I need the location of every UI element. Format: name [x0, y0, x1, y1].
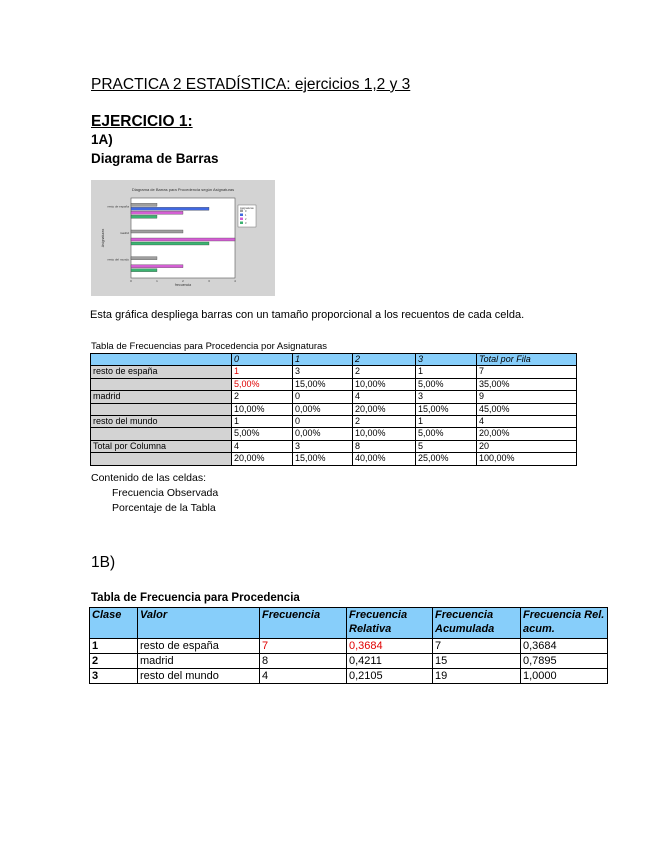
- bar-resto-del-mundo-series-3: [131, 269, 157, 272]
- table-row: [91, 403, 577, 415]
- document-title: PRACTICA 2 ESTADÍSTICA: ejercicios 1,2 y 3: [91, 76, 411, 93]
- table-cell: 19: [433, 669, 521, 684]
- table-cell: 40,00%: [353, 453, 416, 465]
- table-cell: 3: [293, 366, 353, 378]
- table-cell: 0: [293, 391, 353, 403]
- chart-title: Diagrama de Barras para Procedencia según Asignaturas: [131, 187, 235, 192]
- table-cell: 5,00%: [232, 378, 293, 390]
- header-cell: Clase: [90, 608, 138, 639]
- table-cell: 7: [433, 639, 521, 654]
- table-cell: 7: [477, 366, 577, 378]
- chart-description: Esta gráfica despliega barras con un tamaño proporcional a los recuentos de cada celda.: [90, 309, 525, 321]
- table-cell: 20,00%: [232, 453, 293, 465]
- table-cell: 1: [90, 639, 138, 654]
- table-cell: 0,7895: [521, 654, 608, 669]
- table-row: [90, 669, 608, 684]
- chart-subtitle: Diagrama de Barras: [91, 151, 219, 166]
- bar-resto-de-españa-series-1: [131, 207, 209, 210]
- x-axis-label: frecuencia: [174, 283, 192, 287]
- table-header-row: [90, 608, 608, 639]
- x-tick-label: 3: [208, 279, 210, 283]
- y-tick-label: resto del mundo: [107, 257, 129, 262]
- bar-madrid-series-2: [131, 238, 235, 241]
- header-cell: Valor: [138, 608, 260, 639]
- row-label: [91, 453, 232, 465]
- table-row: [91, 453, 577, 465]
- table-cell: 5,00%: [416, 428, 477, 440]
- table-header-row: [91, 354, 577, 366]
- table-cell: madrid: [138, 654, 260, 669]
- bar-chart: [91, 180, 275, 296]
- table-row: [91, 428, 577, 440]
- table-cell: 0,4211: [347, 654, 433, 669]
- table-cell: 1: [232, 415, 293, 427]
- legend-swatch: [240, 214, 243, 217]
- table-cell: 1: [416, 366, 477, 378]
- cell-contents-note: [91, 471, 218, 516]
- y-axis-label: Asignaturas: [101, 228, 105, 248]
- legend-label: 3: [245, 222, 247, 225]
- table-cell: 2: [90, 654, 138, 669]
- table-cell: 20,00%: [477, 428, 577, 440]
- table-cell: 0,00%: [293, 403, 353, 415]
- cell-contents-item: Porcentaje de la Tabla: [112, 502, 216, 514]
- row-label: madrid: [91, 391, 232, 403]
- legend-label: 0: [245, 210, 247, 213]
- table-cell: 10,00%: [353, 428, 416, 440]
- bar-madrid-series-3: [131, 242, 209, 245]
- exercise-heading: EJERCICIO 1:: [91, 113, 193, 130]
- table-cell: 0: [293, 415, 353, 427]
- table-cell: 8: [353, 440, 416, 452]
- x-tick-label: 1: [156, 279, 158, 283]
- table-row: [90, 639, 608, 654]
- part-b-heading: 1B): [91, 554, 116, 571]
- row-label: [91, 403, 232, 415]
- table-cell: 8: [260, 654, 347, 669]
- bar-resto-de-españa-series-0: [131, 203, 157, 206]
- table-cell: 4: [477, 415, 577, 427]
- y-tick-label: resto de españa: [107, 204, 129, 209]
- table-cell: 5,00%: [232, 428, 293, 440]
- legend-title: Asignaturas: [240, 207, 254, 210]
- table-cell: 15,00%: [293, 378, 353, 390]
- header-cell: Frecuencia Relativa: [347, 608, 433, 639]
- table-cell: 1: [232, 366, 293, 378]
- table-cell: 10,00%: [353, 378, 416, 390]
- legend-swatch: [240, 210, 243, 213]
- table-cell: 2: [353, 366, 416, 378]
- bar-resto-de-españa-series-2: [131, 211, 183, 214]
- row-label: resto de españa: [91, 366, 232, 378]
- table-row: [91, 378, 577, 390]
- table-cell: 10,00%: [232, 403, 293, 415]
- table-cell: 20,00%: [353, 403, 416, 415]
- x-tick-label: 4: [234, 279, 236, 283]
- frequency-table-procedencia: [89, 607, 608, 684]
- table-row: [91, 440, 577, 452]
- table-cell: 15,00%: [293, 453, 353, 465]
- table-cell: 5: [416, 440, 477, 452]
- header-cell: [91, 354, 232, 366]
- bar-resto-del-mundo-series-2: [131, 265, 183, 268]
- header-cell: 3: [416, 354, 477, 366]
- row-label: resto del mundo: [91, 415, 232, 427]
- table-cell: 5,00%: [416, 378, 477, 390]
- table-row: [91, 391, 577, 403]
- table2-caption: Tabla de Frecuencia para Procedencia: [91, 592, 300, 604]
- cell-contents-label: Contenido de las celdas:: [91, 472, 206, 484]
- header-cell: 1: [293, 354, 353, 366]
- legend-swatch: [240, 218, 243, 221]
- table-cell: 9: [477, 391, 577, 403]
- table-cell: 15: [433, 654, 521, 669]
- table-cell: 4: [260, 669, 347, 684]
- table-cell: 0,3684: [347, 639, 433, 654]
- table-cell: 3: [293, 440, 353, 452]
- header-cell: 2: [353, 354, 416, 366]
- table-cell: 0,00%: [293, 428, 353, 440]
- table-cell: 7: [260, 639, 347, 654]
- header-cell: Total por Fila: [477, 354, 577, 366]
- header-cell: 0: [232, 354, 293, 366]
- row-label: [91, 378, 232, 390]
- table-cell: 2: [232, 391, 293, 403]
- bar-chart-image: [91, 180, 275, 296]
- legend-label: 1: [245, 214, 247, 217]
- bar-resto-del-mundo-series-0: [131, 257, 157, 260]
- table-row: [91, 366, 577, 378]
- table-cell: 1,0000: [521, 669, 608, 684]
- table-cell: 45,00%: [477, 403, 577, 415]
- table-row: [91, 415, 577, 427]
- part-a-heading: 1A): [91, 132, 113, 147]
- table-cell: 1: [416, 415, 477, 427]
- header-cell: Frecuencia: [260, 608, 347, 639]
- table-cell: 4: [353, 391, 416, 403]
- table-cell: 15,00%: [416, 403, 477, 415]
- table-cell: 25,00%: [416, 453, 477, 465]
- header-cell: Frecuencia Acumulada: [433, 608, 521, 639]
- table-cell: 100,00%: [477, 453, 577, 465]
- table-cell: 3: [90, 669, 138, 684]
- frequency-table-procedencia-asignaturas: [90, 353, 577, 466]
- table-cell: 4: [232, 440, 293, 452]
- table1-caption: Tabla de Frecuencias para Procedencia por Asignaturas: [91, 341, 328, 352]
- bar-resto-de-españa-series-3: [131, 215, 157, 218]
- row-label: [91, 428, 232, 440]
- legend-label: 2: [245, 218, 247, 221]
- x-tick-label: 0: [130, 279, 132, 283]
- cell-contents-item: Frecuencia Observada: [112, 487, 219, 499]
- table-cell: resto de españa: [138, 639, 260, 654]
- bar-madrid-series-0: [131, 230, 183, 233]
- table-row: [90, 654, 608, 669]
- legend-swatch: [240, 222, 243, 225]
- table-cell: 2: [353, 415, 416, 427]
- header-cell: Frecuencia Rel. acum.: [521, 608, 608, 639]
- table-cell: 0,2105: [347, 669, 433, 684]
- table-cell: 0,3684: [521, 639, 608, 654]
- x-tick-label: 2: [182, 279, 184, 283]
- table-cell: resto del mundo: [138, 669, 260, 684]
- row-label: Total por Columna: [91, 440, 232, 452]
- y-tick-label: madrid: [119, 231, 129, 235]
- table-cell: 20: [477, 440, 577, 452]
- table-cell: 35,00%: [477, 378, 577, 390]
- table-cell: 3: [416, 391, 477, 403]
